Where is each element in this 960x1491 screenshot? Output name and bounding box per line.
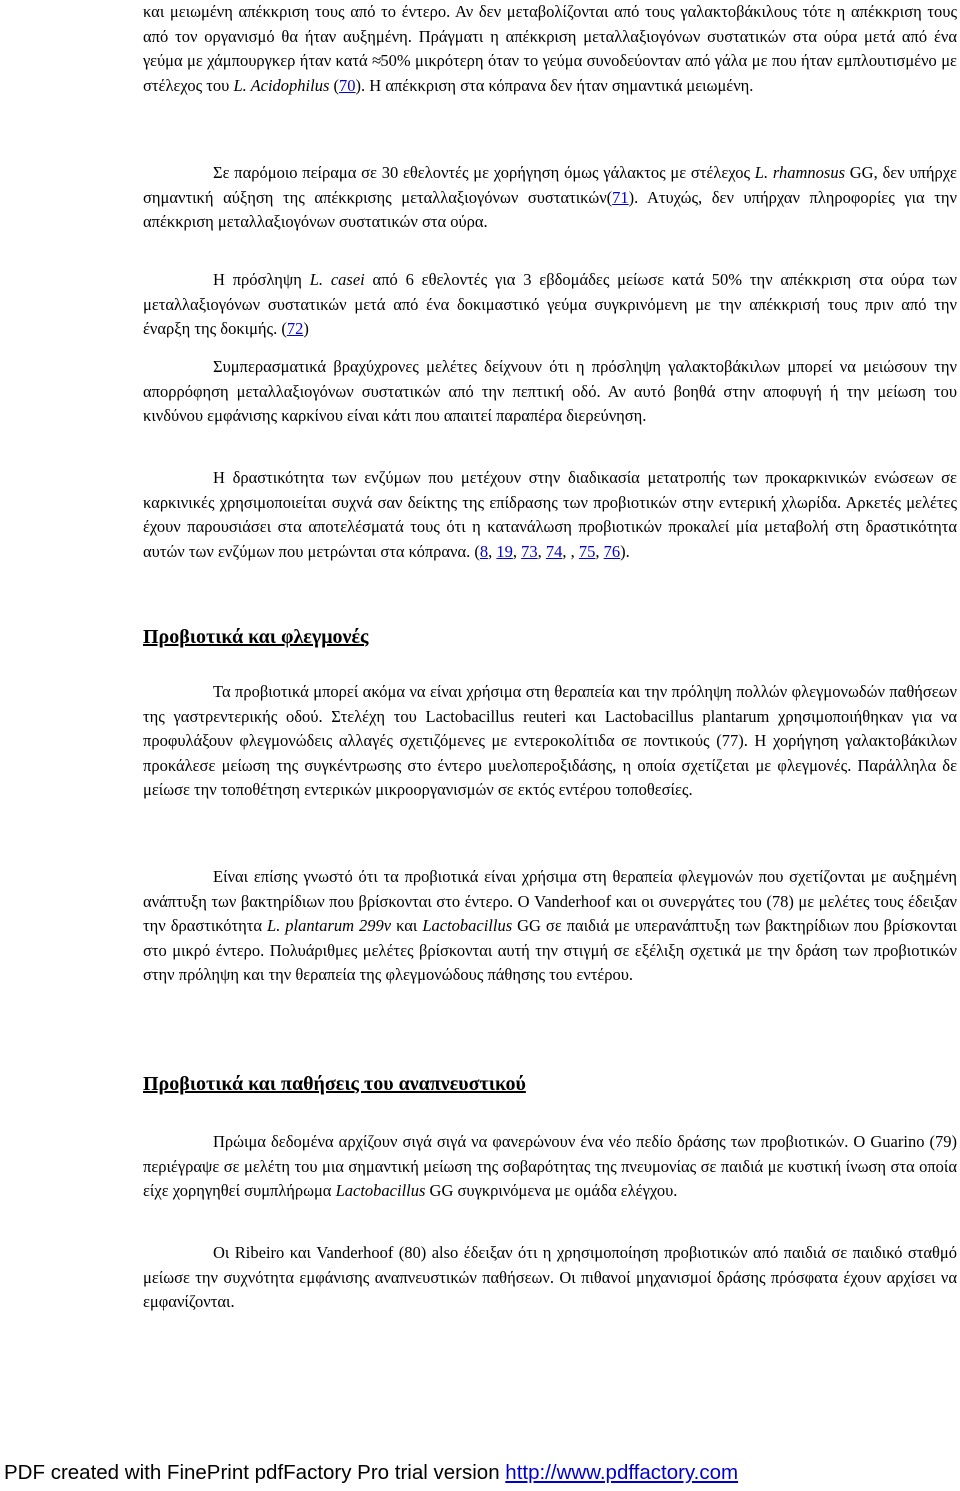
ref-link-74[interactable]: 74 — [545, 541, 563, 561]
footer-link[interactable]: http://www.pdffactory.com — [505, 1461, 739, 1484]
ref-link-76[interactable]: 76 — [603, 541, 621, 561]
pdf-footer — [4, 1461, 738, 1485]
approx-symbol: ≈ — [372, 51, 381, 71]
paragraph-8: Πρώιμα δεδομένα αρχίζουν σιγά σιγά να φανερώνουν ένα νέο πεδίο δράσης των προβιοτικών. Ο Guarino (79) περιέγραψε σε μελέτη του μια σημαντική μείωση της σοβαρότητας της πνευμονίας σε παιδιά με κυστική ίνωση στα οποία είχε χορηγηθεί συμπλήρωμα Lactobacillus GG συγκρινόμενα με ομάδα ελέγχου. — [143, 1132, 957, 1201]
footer-text: PDF created with FinePrint pdfFactory Pro trial version — [4, 1461, 506, 1484]
ref-link-19[interactable]: 19 — [496, 541, 513, 561]
paragraph-1: και μειωμένη απέκκριση τους από το έντερο. Αν δεν μεταβολίζονται από τους γαλακτοβάκιλους τότε η απέκκριση τους από τον οργανισμό θα ήταν αυξημένη. Πράγματι η απέκκριση μεταλλαξιογόνων συστατικών στα ούρα μετά από ένα γεύμα με χάμπουργκερ ήταν κατά ≈50% μικρότερη όταν το γεύμα συνοδεύονταν από γάλα με που ήταν εμπλουτισμένο με στέλεχος του L. Acidophilus (70). Η απέκκριση στα κόπρανα δεν ήταν σημαντικά μειωμένη. — [143, 2, 957, 95]
ref-link-73[interactable]: 73 — [521, 541, 538, 561]
paragraph-2: Σε παρόμοιο πείραμα σε 30 εθελοντές με χορήγηση όμως γάλακτος με στέλεχος L. rhamnosus GG, δεν υπήρχε σημαντική αύξηση της απέκκρισης μεταλλαξιογόνων συστατικών(71). Ατυχώς, δεν υπήρχαν πληροφορίες για την απέκκριση μεταλλαξιογόνων συστατικών στα ούρα. — [143, 163, 958, 232]
paragraph-6: Τα προβιοτικά μπορεί ακόμα να είναι χρήσιμα στη θεραπεία και την πρόληψη πολλών φλεγμονωδών παθήσεων της γαστρεντερικής οδού. Στελέχη του Lactobacillus reuteri και Lactobacillus plantarum χρησιμοποιήθηκαν για να προφυλάξουν φλεγμονώδεις αλλαγές σχετιζόμενες με εντεροκολίτιδα σε ποντικούς (77). Η χορήγηση γαλακτοβάκιλων προκάλεσε μείωση της συγκέντρωσης στο έντερο μυελοπεροξιδάσης, η οποία σχετίζεται με φλεγμονές. Παράλληλα δε μείωσε την τοποθέτηση εντερικών μικροοργανισμών σε εκτός εντέρου τοποθεσίες. — [143, 682, 957, 800]
paragraph-7: Είναι επίσης γνωστό ότι τα προβιοτικά είναι χρήσιμα στη θεραπεία φλεγμονών που σχετίζονται με αυξημένη ανάπτυξη των βακτηρίδιων που βρίσκονται στο έντερο. Ο Vanderhoof και οι συνεργάτες του (78) με μελέτες τους έδειξαν την δραστικότητα L. plantarum 299v και Lactobacillus GG σε παιδιά με υπερανάπτυξη των βακτηρίδιων που βρίσκονται στο μικρό έντερο. Πολυάριθμες μελέτες βρίσκονται αυτή την στιγμή σε εξέλιξη σχετικά με την δράση των προβιοτικών στην πρόληψη και την θεραπεία της φλεγμονώδους πάθησης του εντέρου. — [143, 867, 957, 985]
section-heading-respiratory: Προβιοτικά και παθήσεις του αναπνευστικού — [143, 1073, 526, 1095]
ref-link-8[interactable]: 8 — [479, 541, 489, 561]
ref-link-70[interactable]: 70 — [339, 75, 356, 95]
paragraph-4: Συμπερασματικά βραχύχρονες μελέτες δείχνουν ότι η πρόσληψη γαλακτοβάκιλων μπορεί να μειώσουν την απορρόφηση μεταλλαξιογόνων συστατικών από την πεπτική οδό. Αν αυτό βοηθά στην αποφυγή ή την μείωση του κινδύνου εμφάνισης καρκίνου είναι κάτι που απαιτεί παραπέρα διερεύνηση. — [143, 357, 957, 426]
paragraph-3: Η πρόσληψη L. casei από 6 εθελοντές για 3 εβδομάδες μείωσε κατά 50% την απέκκριση στα ούρα των μεταλλαξιογόνων συστατικών μετά από ένα δοκιμαστικό γεύμα συγκρινόμενη με την απέκκρισή τους πριν από την έναρξη της δοκιμής. (72) — [143, 270, 957, 339]
section-heading-inflammation: Προβιοτικά και φλεγμονές — [143, 626, 369, 648]
ref-link-71[interactable]: 71 — [612, 187, 629, 207]
paragraph-5: Η δραστικότητα των ενζύμων που μετέχουν στην διαδικασία μετατροπής των προκαρκινικών ενώσεων σε καρκινικές χρησιμοποιείται συχνά σαν δείκτης της επίδρασης των προβιοτικών στην εντερική χλωρίδα. Αρκετές μελέτες έχουν παρουσιάσει στα αποτελέσματά τους ότι η κατανάλωση προβιοτικών προκαλεί μία μεταβολή στη δραστικότητα αυτών των ενζύμων που μετρώνται στα κόπρανα. (8, 19, 73, 74, , 75, 76). — [143, 468, 957, 561]
ref-link-75[interactable]: 75 — [578, 541, 596, 561]
paragraph-9: Οι Ribeiro και Vanderhoof (80) also έδειξαν ότι η χρησιμοποίηση προβιοτικών από παιδιά σε παιδικό σταθμό μείωσε την συχνότητα εμφάνισης αναπνευστικών παθήσεων. Οι πιθανοί μηχανισμοί δράσης πρόσφατα έχουν αρχίσει να εμφανίζονται. — [143, 1243, 957, 1312]
ref-link-72[interactable]: 72 — [286, 319, 304, 339]
